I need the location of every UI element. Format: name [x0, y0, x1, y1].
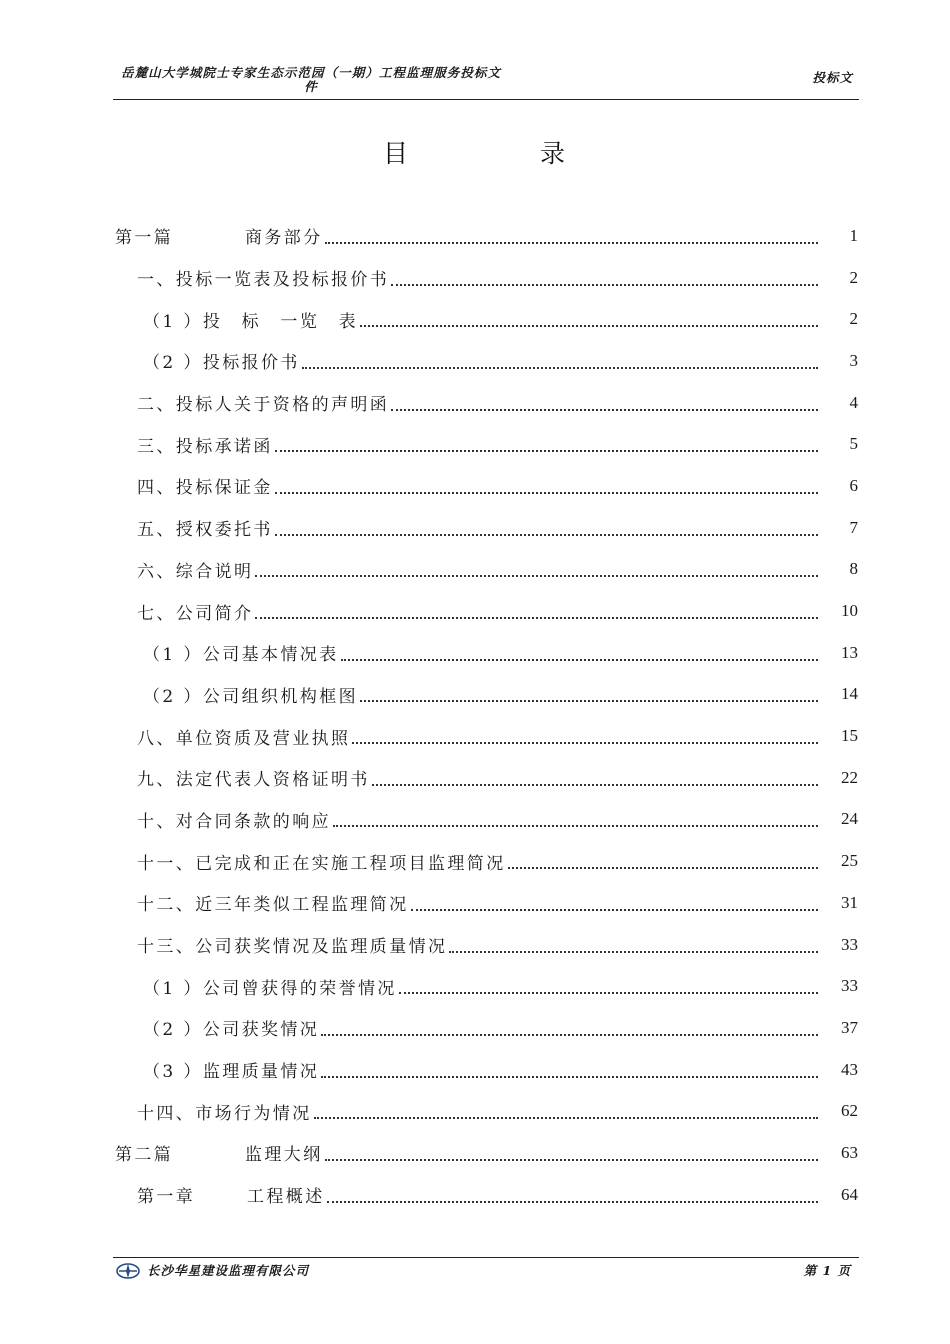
toc-entry-page: 24 [841, 809, 858, 829]
toc-dot-leader [275, 492, 818, 494]
footer-company-name: 长沙华星建设监理有限公司 [147, 1263, 310, 1278]
toc-entry [115, 423, 858, 465]
toc-entry [115, 1007, 858, 1049]
toc-dot-leader [360, 700, 818, 702]
toc-dot-leader [255, 575, 818, 577]
table-of-contents [115, 215, 858, 1216]
toc-dot-leader [399, 992, 818, 994]
toc-entry [115, 965, 858, 1007]
page-header [113, 64, 859, 100]
toc-entry [115, 1174, 858, 1216]
toc-dot-leader [325, 242, 818, 244]
toc-entry [115, 632, 858, 674]
toc-entry-page: 14 [841, 684, 858, 704]
toc-entry-page: 64 [841, 1184, 858, 1204]
toc-dot-leader [327, 1201, 818, 1203]
toc-entry-text: 工程概述 [247, 1187, 325, 1208]
toc-entry-label [143, 307, 358, 332]
toc-entry-text: 五、授权委托书 [137, 520, 273, 541]
toc-entry-label [143, 974, 397, 999]
toc-entry-label [137, 1182, 325, 1207]
toc-entry [115, 924, 858, 966]
toc-dot-leader [360, 325, 818, 327]
toc-entry-text: 四、投标保证金 [137, 478, 273, 499]
toc-entry-text: 十一、已完成和正在实施工程项目监理简况 [137, 853, 506, 874]
toc-dot-leader [325, 1159, 818, 1161]
toc-entry-label [137, 515, 273, 540]
toc-entry [115, 298, 858, 340]
toc-entry-label [137, 932, 447, 957]
toc-entry-page: 25 [841, 851, 858, 871]
toc-entry-page: 3 [849, 350, 858, 370]
toc-entry-text: 二、投标人关于资格的声明函 [137, 395, 390, 416]
toc-entry-label [137, 724, 350, 749]
toc-entry [115, 507, 858, 549]
footer-page-number: 第 1 页 [803, 1263, 851, 1278]
toc-entry-label [137, 807, 331, 832]
toc-dot-leader [372, 784, 818, 786]
toc-entry-label [137, 265, 389, 290]
toc-entry-text: 一、投标一览表及投标报价书 [137, 270, 390, 291]
toc-dot-leader [321, 1034, 818, 1036]
toc-entry [115, 674, 858, 716]
toc-entry-text: 监理大纲 [245, 1145, 323, 1166]
toc-dot-leader [391, 409, 818, 411]
toc-dot-leader [302, 367, 818, 369]
toc-entry-page: 7 [849, 517, 858, 537]
toc-entry [115, 882, 858, 924]
header-doc-type: 投标文 [812, 70, 853, 85]
toc-entry [115, 840, 858, 882]
header-project-title: 岳麓山大学城院士专家生态示范园（一期）工程监理服务投标文件 [121, 65, 501, 94]
toc-entry-page: 5 [849, 434, 858, 454]
toc-entry-text: （2 ）公司获奖情况 [143, 1020, 320, 1041]
toc-entry-text: 十二、近三年类似工程监理简况 [137, 895, 409, 916]
toc-entry [115, 1132, 858, 1174]
toc-entry [115, 340, 858, 382]
toc-entry-label [143, 640, 339, 665]
toc-entry-text: 七、公司简介 [137, 603, 254, 624]
toc-entry-label [115, 223, 323, 248]
toc-entry-label [137, 473, 273, 498]
page-footer [113, 1257, 859, 1282]
toc-entry-text: （1 ）投 标 一览 表 [143, 311, 359, 332]
toc-entry-text: 九、法定代表人资格证明书 [137, 770, 370, 791]
toc-entry-text: （1 ）公司曾获得的荣誉情况 [143, 978, 397, 999]
title-left-char: 目 [382, 139, 410, 168]
toc-entry-text: （2 ）公司组织机构框图 [143, 686, 359, 707]
toc-dot-leader [352, 742, 818, 744]
toc-entry [115, 590, 858, 632]
toc-entry [115, 715, 858, 757]
toc-dot-leader [508, 867, 818, 869]
toc-entry-page: 2 [849, 309, 858, 329]
toc-entry-label [143, 1015, 319, 1040]
toc-entry [115, 465, 858, 507]
toc-entry [115, 382, 858, 424]
toc-dot-leader [321, 1076, 818, 1078]
toc-entry-text: （1 ）公司基本情况表 [143, 645, 339, 666]
toc-dot-leader [411, 909, 818, 911]
toc-entry-text: 三、投标承诺函 [137, 436, 273, 457]
toc-entry [115, 215, 858, 257]
toc-dot-leader [314, 1117, 818, 1119]
toc-entry-label [115, 1140, 323, 1165]
toc-entry [115, 757, 858, 799]
toc-entry-page: 8 [849, 559, 858, 579]
toc-entry-page: 1 [849, 225, 858, 245]
toc-entry [115, 549, 858, 591]
toc-entry-label [137, 849, 506, 874]
toc-entry-label [137, 890, 409, 915]
toc-entry-label [137, 557, 253, 582]
toc-entry-page: 13 [841, 642, 858, 662]
toc-entry-text: 八、单位资质及营业执照 [137, 728, 351, 749]
toc-entry-number: 第一篇 [115, 228, 174, 249]
toc-entry-text: 十四、市场行为情况 [137, 1103, 312, 1124]
toc-entry-page: 4 [849, 392, 858, 412]
toc-entry-label [143, 348, 300, 373]
toc-dot-leader [275, 450, 818, 452]
toc-entry-page: 37 [841, 1017, 858, 1037]
toc-entry-page: 22 [841, 767, 858, 787]
toc-entry-page: 62 [841, 1101, 858, 1121]
toc-entry-label [137, 432, 273, 457]
toc-entry-page: 33 [841, 934, 858, 954]
toc-entry [115, 1049, 858, 1091]
toc-entry-label [143, 1057, 319, 1082]
toc-entry-page: 63 [841, 1142, 858, 1162]
company-logo-icon [115, 1262, 141, 1280]
toc-dot-leader [449, 951, 818, 953]
toc-entry-number: 第一章 [137, 1187, 196, 1208]
toc-entry-text: 商务部分 [245, 228, 323, 249]
toc-dot-leader [255, 617, 818, 619]
toc-entry-text: 六、综合说明 [137, 561, 254, 582]
toc-entry-label [143, 682, 358, 707]
toc-dot-leader [341, 659, 818, 661]
toc-entry [115, 1090, 858, 1132]
toc-entry [115, 799, 858, 841]
page-title [0, 134, 950, 170]
toc-entry-page: 10 [841, 601, 858, 621]
toc-dot-leader [391, 284, 818, 286]
toc-dot-leader [275, 534, 818, 536]
toc-entry-page: 6 [849, 475, 858, 495]
toc-entry-page: 33 [841, 976, 858, 996]
toc-entry-page: 43 [841, 1059, 858, 1079]
toc-entry-label [137, 765, 370, 790]
toc-entry-label [137, 1099, 312, 1124]
title-right-char: 录 [540, 139, 568, 168]
toc-entry-label [137, 599, 253, 624]
toc-entry [115, 257, 858, 299]
toc-dot-leader [333, 825, 818, 827]
toc-entry-text: （3 ）监理质量情况 [143, 1062, 320, 1083]
toc-entry-page: 15 [841, 726, 858, 746]
toc-entry-page: 2 [849, 267, 858, 287]
toc-entry-text: 十三、公司获奖情况及监理质量情况 [137, 937, 448, 958]
toc-entry-text: （2 ）投标报价书 [143, 353, 300, 374]
toc-entry-text: 十、对合同条款的响应 [137, 811, 331, 832]
toc-entry-number: 第二篇 [115, 1145, 174, 1166]
toc-entry-label [137, 390, 389, 415]
toc-entry-page: 31 [841, 892, 858, 912]
